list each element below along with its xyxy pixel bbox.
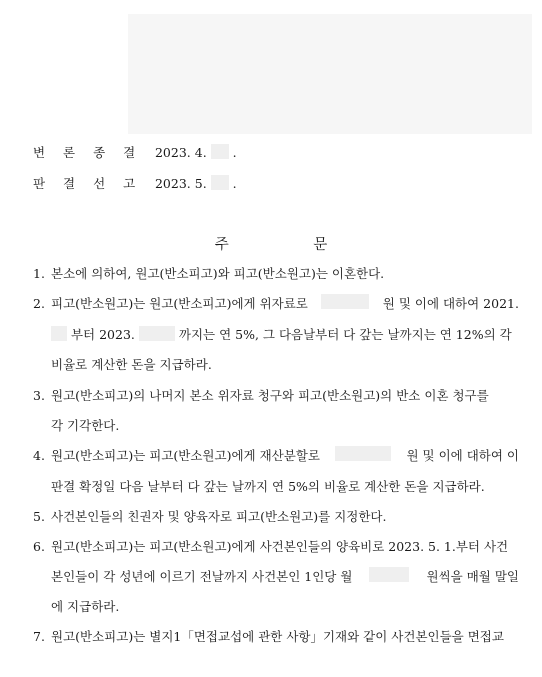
item-text: 원고(반소피고)의 나머지 본소 위자료 청구와 피고(반소원고)의 반소 이혼 청구를 xyxy=(51,388,489,403)
section-title: 주 문 xyxy=(214,237,368,253)
item-text: 본인들이 각 성년에 이르기 전날까지 사건본인 1인당 월 xyxy=(51,569,353,584)
list-item-continued xyxy=(33,477,537,495)
list-item xyxy=(33,386,519,404)
redacted-header-block xyxy=(128,14,532,134)
closing-row xyxy=(33,143,237,161)
item-text: 까지는 연 5%, 그 다음날부터 다 갚는 날까지는 연 12%의 각 xyxy=(178,327,512,342)
item-number: 6. xyxy=(33,539,45,554)
item-text: 원 및 이에 대하여 2021. xyxy=(382,296,519,311)
list-item-continued xyxy=(33,416,537,434)
item-number: 7. xyxy=(33,629,45,644)
sentence-label: 판 결 선 고 xyxy=(33,176,143,191)
redacted-day xyxy=(211,144,229,159)
sentence-date: 2023. 5. xyxy=(154,176,207,191)
item-text: 비율로 계산한 돈을 지급하라. xyxy=(51,357,212,372)
item-text: 원씩을 매월 말일 xyxy=(426,569,519,584)
item-text: 본소에 의하여, 원고(반소피고)와 피고(반소원고)는 이혼한다. xyxy=(51,266,385,281)
item-text: 부터 2023. xyxy=(70,327,135,342)
item-text: 원고(반소피고)는 별지1「면접교섭에 관한 사항」기재와 같이 사건본인들을 면접교 xyxy=(51,629,504,644)
list-item xyxy=(33,507,519,525)
item-text: 각 기각한다. xyxy=(51,418,120,433)
list-item xyxy=(33,537,519,555)
closing-date: 2023. 4. xyxy=(154,145,207,160)
redacted-amount xyxy=(369,567,409,582)
sentence-row xyxy=(33,174,237,192)
item-text: 판결 확정일 다음 날부터 다 갚는 날까지 연 5%의 비율로 계산한 돈을 지급하라. xyxy=(51,479,485,494)
item-text: 피고(반소원고)는 원고(반소피고)에게 위자료로 xyxy=(51,296,308,311)
closing-label: 변 론 종 결 xyxy=(33,145,143,160)
redacted-amount xyxy=(335,446,391,461)
item-text: 에 지급하라. xyxy=(51,599,120,614)
item-number: 3. xyxy=(33,388,45,403)
item-number: 2. xyxy=(33,296,45,311)
redacted-day xyxy=(211,175,229,190)
sentence-day: . xyxy=(232,176,237,191)
item-text: 원 및 이에 대하여 이 xyxy=(406,448,519,463)
item-text: 원고(반소피고)는 피고(반소원고)에게 재산분할로 xyxy=(51,448,320,463)
list-item xyxy=(33,294,519,312)
list-item-continued xyxy=(33,355,537,373)
closing-day: . xyxy=(232,145,237,160)
redacted-date xyxy=(139,326,175,341)
item-number: 5. xyxy=(33,509,45,524)
item-text: 원고(반소피고)는 피고(반소원고)에게 사건본인들의 양육비로 2023. 5. 1.부터 사건 xyxy=(51,539,509,554)
list-item-continued xyxy=(33,597,537,615)
redacted-amount xyxy=(321,294,369,309)
list-item xyxy=(33,264,519,282)
redacted-date xyxy=(51,326,67,341)
item-text: 사건본인들의 친권자 및 양육자로 피고(반소원고)를 지정한다. xyxy=(51,509,387,524)
list-item-continued xyxy=(33,567,519,585)
item-number: 4. xyxy=(33,448,45,463)
list-item xyxy=(33,446,519,464)
item-number: 1. xyxy=(33,266,45,281)
list-item-continued xyxy=(33,325,519,343)
list-item xyxy=(33,627,519,645)
